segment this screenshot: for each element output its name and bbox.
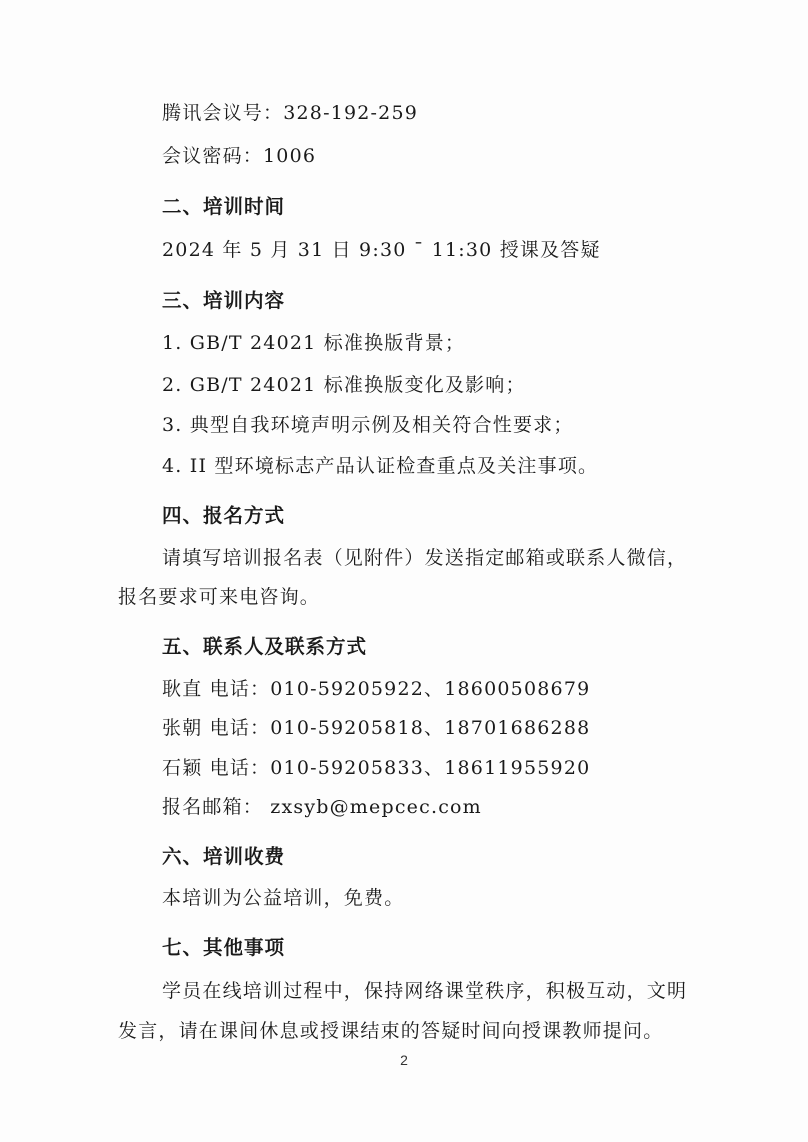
section-title-contacts: 五、联系人及联系方式 bbox=[162, 635, 368, 658]
section-title-fee: 六、培训收费 bbox=[162, 845, 286, 868]
contact-line-3: 石颖 电话：010-59205833、18611955920 bbox=[162, 757, 591, 779]
content-item-2: 2. GB/T 24021 标准换版变化及影响； bbox=[162, 374, 526, 396]
contact-line-2: 张朝 电话：010-59205818、18701686288 bbox=[162, 717, 591, 739]
content-item-1: 1. GB/T 24021 标准换版背景； bbox=[162, 332, 466, 354]
contact-line-1: 耿直 电话：010-59205922、18600508679 bbox=[162, 678, 591, 700]
registration-line-1: 请填写培训报名表（见附件）发送指定邮箱或联系人微信， bbox=[162, 547, 688, 569]
fee-text: 本培训为公益培训，免费。 bbox=[162, 887, 405, 909]
registration-email: 报名邮箱： zxsyb@mepcec.com bbox=[162, 796, 482, 818]
other-line-2: 发言，请在课间休息或授课结束的答疑时间向授课教师提问。 bbox=[118, 1020, 664, 1042]
meeting-password-value: 1006 bbox=[263, 145, 317, 167]
meeting-id-value: 328-192-259 bbox=[283, 102, 419, 124]
registration-line-2: 报名要求可来电咨询。 bbox=[118, 586, 321, 608]
meeting-id-line bbox=[162, 100, 418, 126]
content-item-3: 3. 典型自我环境声明示例及相关符合性要求； bbox=[162, 414, 574, 436]
content-item-4: 4. II 型环境标志产品认证检查重点及关注事项。 bbox=[162, 455, 599, 477]
other-line-1: 学员在线培训过程中，保持网络课堂秩序，积极互动，文明 bbox=[162, 980, 688, 1002]
meeting-password-label: 会议密码： bbox=[162, 145, 264, 167]
meeting-id-label: 腾讯会议号： bbox=[162, 102, 284, 124]
page-number: 2 bbox=[400, 1052, 408, 1068]
section-title-content: 三、培训内容 bbox=[162, 289, 286, 312]
section-title-registration: 四、报名方式 bbox=[162, 504, 286, 527]
training-time-text: 2024 年 5 月 31 日 9:30 ¯ 11:30 授课及答疑 bbox=[162, 239, 601, 261]
meeting-password-line bbox=[162, 143, 316, 169]
section-title-other: 七、其他事项 bbox=[162, 936, 286, 959]
section-title-time: 二、培训时间 bbox=[162, 195, 286, 218]
